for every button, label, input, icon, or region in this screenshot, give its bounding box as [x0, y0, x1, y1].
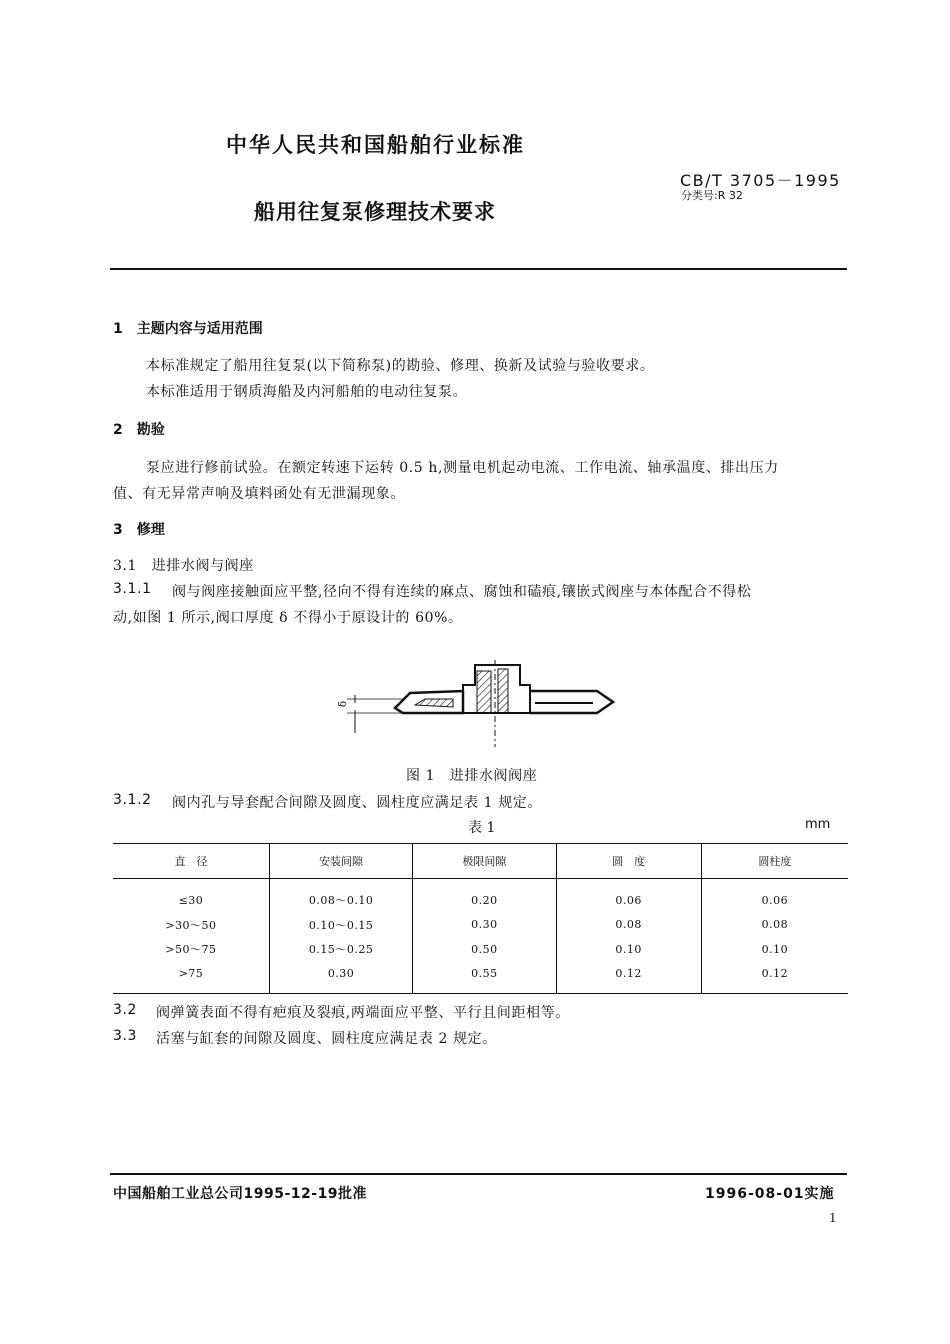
table-cell: 0.10～0.15	[269, 913, 412, 938]
table-row	[113, 937, 848, 962]
section-2-paragraph-line-1: 泵应进行修前试验。在额定转速下运转 0.5 h,测量电机起动电流、工作电流、轴承温度、排出压力	[146, 460, 779, 476]
table-row	[113, 913, 848, 938]
table-cell: >50～75	[165, 943, 217, 957]
section-3-3-number: 3.3	[113, 1028, 138, 1044]
document-title: 船用往复泵修理技术要求	[254, 200, 496, 224]
section-3-1-1-number: 3.1.1	[113, 581, 152, 597]
section-1-paragraph-1: 本标准规定了船用往复泵(以下简称泵)的勘验、修理、换新及试验与验收要求。	[146, 358, 655, 374]
table-1	[113, 843, 848, 994]
table-cell: 0.12	[556, 962, 701, 994]
table-row	[113, 962, 848, 994]
table-cell: 0.15～0.25	[269, 937, 412, 962]
table-cell: 0.30	[269, 962, 412, 994]
table-cell: 0.08	[701, 913, 848, 938]
table-cell: 0.30	[413, 913, 556, 938]
table-cell: 0.20	[413, 879, 556, 913]
valve-seat-figure	[335, 655, 625, 750]
section-3-1-2-number: 3.1.2	[113, 792, 152, 808]
table-cell: >30～50	[165, 918, 217, 932]
table-header-cell: 极限间隙	[413, 844, 556, 879]
table-header-cell: 圆柱度	[701, 844, 848, 879]
section-2-heading: 2 勘验	[113, 422, 165, 438]
page-number: 1	[829, 1211, 837, 1225]
table-cell: >75	[113, 962, 269, 994]
header-divider	[110, 268, 847, 270]
table-cell: 0.50	[413, 937, 556, 962]
table-cell: 0.08	[556, 913, 701, 938]
classification-code: 分类号:R 32	[681, 189, 743, 202]
table-header-cell: 直 径	[113, 844, 269, 879]
table-cell: 0.10	[701, 937, 848, 962]
section-2-paragraph-line-2: 值、有无异常声响及填料函处有无泄漏现象。	[113, 486, 405, 502]
approval-date: 中国船舶工业总公司1995-12-19批准	[113, 1186, 368, 1202]
section-3-2-text: 阀弹簧表面不得有疤痕及裂痕,两端面应平整、平行且间距相等。	[156, 1005, 570, 1021]
section-3-1-1-line-2: 动,如图 1 所示,阀口厚度 δ 不得小于原设计的 60%。	[113, 610, 463, 626]
table-cell: 0.12	[701, 962, 848, 994]
section-3-3-text: 活塞与缸套的间隙及圆度、圆柱度应满足表 2 规定。	[156, 1031, 497, 1047]
section-3-1-heading: 3.1 进排水阀与阀座	[113, 558, 254, 574]
figure-1-caption: 图 1 进排水阀阀座	[406, 768, 538, 784]
table-header-cell: 圆 度	[556, 844, 701, 879]
section-3-1-1-line-1: 阀与阀座接触面应平整,径向不得有连续的麻点、腐蚀和磕痕,镶嵌式阀座与本体配合不得松	[172, 584, 752, 600]
section-3-1-2-text: 阀内孔与导套配合间隙及圆度、圆柱度应满足表 1 规定。	[172, 795, 543, 811]
table-header-row	[113, 844, 848, 879]
delta-dimension-label: δ	[338, 700, 349, 707]
section-3-2-number: 3.2	[113, 1002, 138, 1018]
table-cell: 0.10	[556, 937, 701, 962]
table-cell: 0.55	[413, 962, 556, 994]
org-title: 中华人民共和国船舶行业标准	[226, 133, 525, 157]
table-row	[113, 879, 848, 913]
footer-divider	[110, 1173, 847, 1175]
section-3-heading: 3 修理	[113, 522, 165, 538]
table-cell: 0.06	[556, 879, 701, 913]
section-1-paragraph-2: 本标准适用于钢质海船及内河船舶的电动往复泵。	[146, 384, 468, 400]
table-1-title: 表 1	[468, 820, 496, 836]
table-1-unit: mm	[805, 817, 831, 832]
section-1-heading: 1 主题内容与适用范围	[113, 321, 263, 337]
standard-code: CB/T 3705－1995	[680, 171, 841, 190]
table-cell: ≤30	[178, 893, 204, 907]
table-cell: 0.06	[701, 879, 848, 913]
table-header-cell: 安装间隙	[269, 844, 412, 879]
effective-date: 1996-08-01实施	[705, 1186, 835, 1202]
table-cell: 0.08～0.10	[269, 879, 412, 913]
